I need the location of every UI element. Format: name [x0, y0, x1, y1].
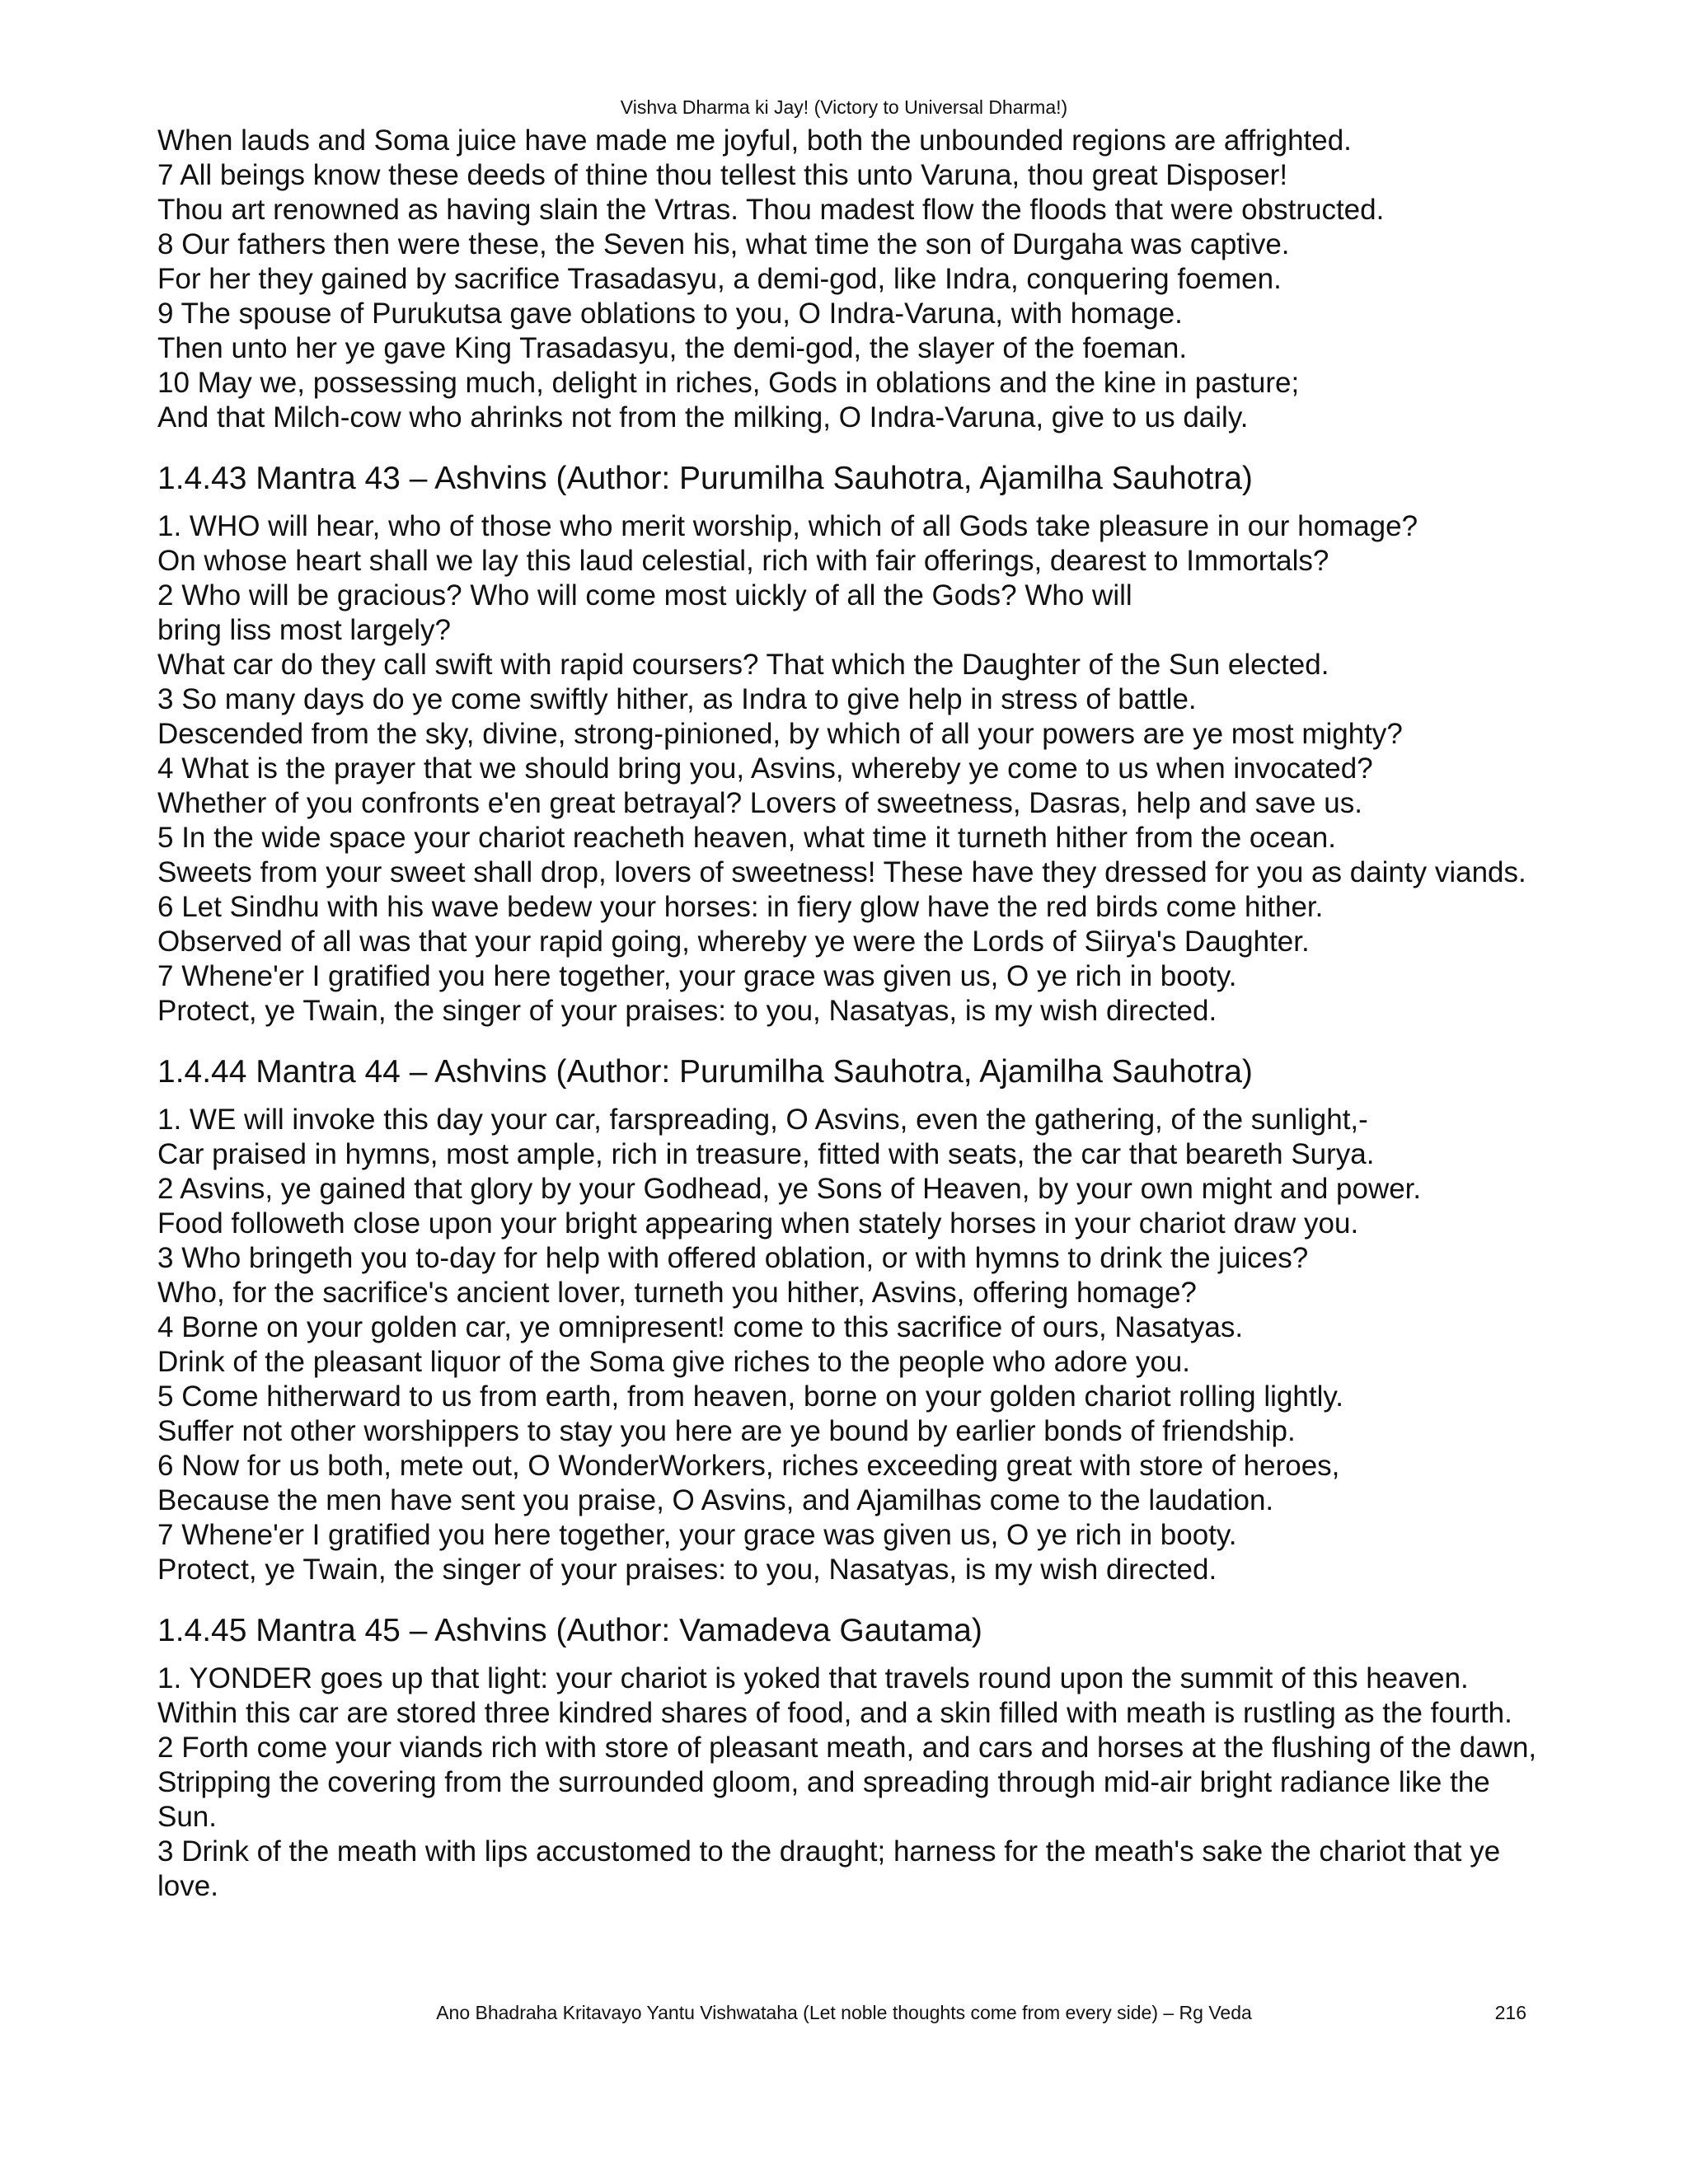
- verse-line: Who, for the sacrifice's ancient lover, turneth you hither, Asvins, offering homage?: [157, 1277, 1197, 1309]
- verse-line: 3 Drink of the meath with lips accustomed to the draught; harness for the meath's sake the chariot that ye love.: [157, 1835, 1501, 1902]
- verse-line: 5 In the wide space your chariot reacheth heaven, what time it turneth hither from the ocean.: [157, 822, 1336, 854]
- verse-line: 7 All beings know these deeds of thine thou tellest this unto Varuna, thou great Disposer!: [157, 159, 1288, 191]
- running-header: Vishva Dharma ki Jay! (Victory to Universal Dharma!): [620, 96, 1068, 118]
- mantra-section-45: [157, 1612, 1550, 1904]
- verse-line: Protect, ye Twain, the singer of your praises: to you, Nasatyas, is my wish directed.: [157, 1554, 1217, 1586]
- verse-line: 2 Asvins, ye gained that glory by your Godhead, ye Sons of Heaven, by your own might and power.: [157, 1173, 1422, 1205]
- verse-line: Protect, ye Twain, the singer of your praises: to you, Nasatyas, is my wish directed.: [157, 995, 1217, 1027]
- verse-line: On whose heart shall we lay this laud celestial, rich with fair offerings, dearest to Immortals?: [157, 545, 1329, 577]
- verse-line: Descended from the sky, divine, strong-pinioned, by which of all your powers are ye most mighty?: [157, 718, 1403, 750]
- footer-quote: Ano Bhadraha Kritavayo Yantu Vishwataha (Let noble thoughts come from every side) – Rg Veda: [436, 2002, 1252, 2023]
- verse-line: Sweets from your sweet shall drop, lovers of sweetness! These have they dressed for you as dainty viands.: [157, 856, 1526, 888]
- verse-line: 4 What is the prayer that we should bring you, Asvins, whereby ye come to us when invocated?: [157, 752, 1373, 785]
- verse-line: 1. YONDER goes up that light: your chariot is yoked that travels round upon the summit of this heaven.: [157, 1662, 1469, 1694]
- verse-line: Stripping the covering from the surrounded gloom, and spreading through mid-air bright radiance like the Sun.: [157, 1766, 1490, 1833]
- verse-line: 2 Who will be gracious? Who will come most uickly of all the Gods? Who will: [157, 579, 1132, 612]
- verse-line: For her they gained by sacrifice Trasadasyu, a demi-god, like Indra, conquering foemen.: [157, 263, 1282, 295]
- verse-line: Suffer not other worshippers to stay you here are ye bound by earlier bonds of friendship.: [157, 1415, 1296, 1447]
- verse-line: 6 Now for us both, mete out, O WonderWorkers, riches exceeding great with store of heroes,: [157, 1450, 1340, 1482]
- verse-line: 3 So many days do ye come swiftly hither, as Indra to give help in stress of battle.: [157, 683, 1197, 715]
- mantra-section-44: [157, 1053, 1550, 1587]
- section-heading: 1.4.43 Mantra 43 – Ashvins (Author: Purumilha Sauhotra, Ajamilha Sauhotra): [157, 461, 1253, 496]
- verse-line: 7 Whene'er I gratified you here together, your grace was given us, O ye rich in booty.: [157, 960, 1237, 992]
- verse-line: 10 May we, possessing much, delight in riches, Gods in oblations and the kine in pasture;: [157, 367, 1300, 399]
- section-heading: 1.4.44 Mantra 44 – Ashvins (Author: Purumilha Sauhotra, Ajamilha Sauhotra): [157, 1054, 1253, 1090]
- verse-line: 9 The spouse of Purukutsa gave oblations to you, O Indra-Varuna, with homage.: [157, 298, 1183, 330]
- verse-line: 7 Whene'er I gratified you here together, your grace was given us, O ye rich in booty.: [157, 1519, 1237, 1551]
- verse-line: Thou art renowned as having slain the Vrtras. Thou madest flow the floods that were obstructed.: [157, 194, 1385, 226]
- verse-line: Food followeth close upon your bright appearing when stately horses in your chariot draw you.: [157, 1207, 1359, 1240]
- mantra-section-43: [157, 460, 1550, 1029]
- verse-line: Then unto her ye gave King Trasadasyu, the demi-god, the slayer of the foeman.: [157, 332, 1188, 364]
- continued-verses: [157, 124, 1550, 435]
- section-heading: 1.4.45 Mantra 45 – Ashvins (Author: Vamadeva Gautama): [157, 1613, 982, 1648]
- verse-line: 4 Borne on your golden car, ye omnipresent! come to this sacrifice of ours, Nasatyas.: [157, 1311, 1244, 1343]
- verse-line: 2 Forth come your viands rich with store of pleasant meath, and cars and horses at the flushing of the dawn,: [157, 1732, 1537, 1764]
- verse-line: 1. WE will invoke this day your car, farspreading, O Asvins, even the gathering, of the sunlight,-: [157, 1104, 1368, 1136]
- verse-line: Whether of you confronts e'en great betrayal? Lovers of sweetness, Dasras, help and save us.: [157, 787, 1362, 819]
- page-number: 216: [1494, 2002, 1526, 2023]
- verse-line: 3 Who bringeth you to-day for help with offered oblation, or with hymns to drink the juices?: [157, 1242, 1309, 1274]
- verse-line: 5 Come hitherward to us from earth, from heaven, borne on your golden chariot rolling lightly.: [157, 1380, 1343, 1413]
- verse-line: 1. WHO will hear, who of those who merit worship, which of all Gods take pleasure in our homage?: [157, 510, 1418, 542]
- verse-line: bring liss most largely?: [157, 614, 451, 646]
- verse-line: Car praised in hymns, most ample, rich in treasure, fitted with seats, the car that beareth Surya.: [157, 1138, 1375, 1170]
- verse-line: Within this car are stored three kindred shares of food, and a skin filled with meath is rustling as the fourth.: [157, 1697, 1512, 1729]
- verse-line: What car do they call swift with rapid coursers? That which the Daughter of the Sun elected.: [157, 649, 1329, 681]
- page-content: [157, 124, 1550, 1904]
- verse-line: 8 Our fathers then were these, the Seven his, what time the son of Durgaha was captive.: [157, 228, 1290, 260]
- verse-line: When lauds and Soma juice have made me joyful, both the unbounded regions are affrighted.: [157, 124, 1352, 157]
- verse-line: Observed of all was that your rapid going, whereby ye were the Lords of Siirya's Daughter.: [157, 926, 1310, 958]
- verse-line: Drink of the pleasant liquor of the Soma give riches to the people who adore you.: [157, 1346, 1190, 1378]
- verse-line: And that Milch-cow who ahrinks not from the milking, O Indra-Varuna, give to us daily.: [157, 401, 1249, 434]
- verse-line: Because the men have sent you praise, O Asvins, and Ajamilhas come to the laudation.: [157, 1484, 1274, 1516]
- verse-line: 6 Let Sindhu with his wave bedew your horses: in fiery glow have the red birds come hither.: [157, 891, 1324, 923]
